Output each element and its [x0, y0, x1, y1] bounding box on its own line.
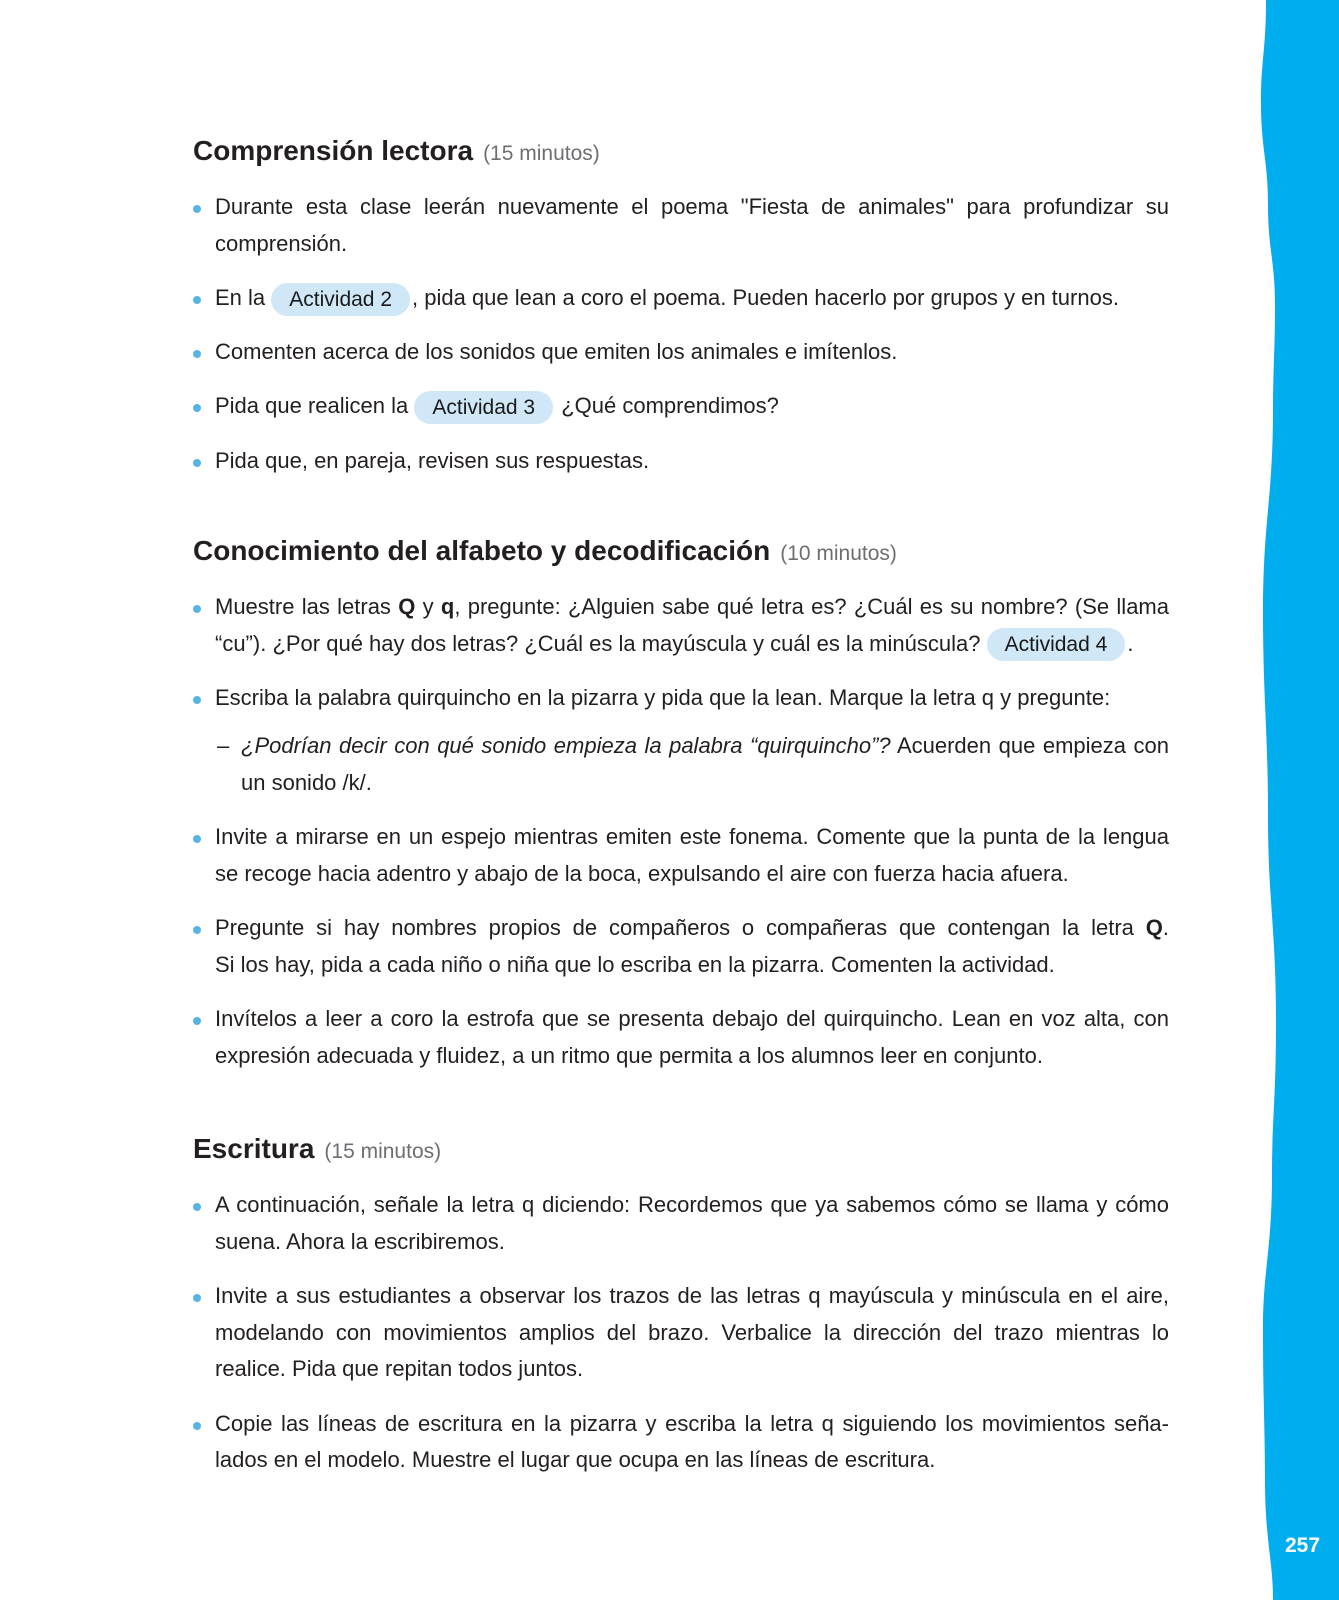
- item-text-line: modelando con movimientos amplios del brazo. Verbalice la dirección del trazo mientras lo: [215, 1319, 1169, 1345]
- item-text-line: Escriba la palabra quirquincho en la pizarra y pida que la lean. Marque la letra q y pregunte:: [215, 684, 1111, 710]
- item-text: ¿Qué comprendimos?: [561, 393, 779, 419]
- item-text-line: Pida que, en pareja, revisen sus respuestas.: [215, 447, 650, 473]
- item-text-line: Invite a mirarse en un espejo mientras emiten este fonema. Comente que la punta de la lengua: [215, 824, 1169, 850]
- item-text-line: lados en el modelo. Muestre el lugar que ocupa en las líneas de escritura.: [215, 1447, 936, 1473]
- item-text-line: Invítelos a leer a coro la estrofa que se presenta debajo del quirquincho. Lean en voz alta, con: [215, 1006, 1169, 1032]
- section-conocimiento-alfabeto: [193, 531, 1169, 1075]
- item-text: , pregunte: ¿Alguien sabe qué letra es? ¿Cuál es su nombre? (Se llama: [454, 594, 1169, 619]
- list-item: [193, 280, 1169, 317]
- bold-letter: Q: [398, 594, 416, 619]
- item-text: En la: [215, 284, 266, 310]
- list-item: [193, 334, 1169, 371]
- item-text-line: Invite a sus estudiantes a observar los trazos de las letras q mayúscula y minúscula en el aire,: [215, 1282, 1169, 1308]
- item-text-line: [215, 280, 1169, 317]
- item-text: y: [415, 594, 441, 619]
- item-text-line: [215, 589, 1169, 626]
- bullet-icon: [193, 350, 201, 358]
- bullet-icon: [193, 296, 201, 304]
- list-item: [193, 1187, 1169, 1260]
- section-heading: [193, 1129, 1169, 1169]
- list-item: [193, 1278, 1169, 1388]
- bullet-icon: [193, 459, 201, 467]
- bullet-icon: [193, 1294, 201, 1302]
- list-item: [193, 680, 1169, 802]
- bullet-icon: [193, 1422, 201, 1430]
- section-title: Conocimiento del alfabeto y decodificación: [193, 535, 771, 566]
- bullet-icon: [193, 205, 201, 213]
- item-text-line: Comenten acerca de los sonidos que emiten los animales e imítenlos.: [215, 339, 898, 365]
- item-text-line: Si los hay, pida a cada niño o niña que lo escriba en la pizarra. Comenten la actividad.: [215, 951, 1055, 977]
- list-item: [193, 1406, 1169, 1479]
- item-text-line: [241, 728, 1169, 765]
- list-item: [193, 443, 1169, 480]
- activity-badge: Actividad 4: [987, 628, 1126, 661]
- dash-marker: –: [217, 733, 230, 759]
- section-duration: (15 minutos): [483, 142, 600, 165]
- activity-badge: Actividad 2: [271, 283, 410, 316]
- section-heading: [193, 531, 1169, 571]
- item-text: “cu”). ¿Por qué hay dos letras? ¿Cuál es la mayúscula y cuál es la minúscula?: [215, 630, 981, 656]
- item-text-line: un sonido /k/.: [241, 770, 372, 796]
- bullet-icon: [193, 404, 201, 412]
- bullet-icon: [193, 605, 201, 613]
- bullet-icon: [193, 1203, 201, 1211]
- bold-letter: q: [440, 594, 455, 619]
- page-number: 257: [1284, 1534, 1321, 1557]
- item-text: .: [1162, 915, 1169, 941]
- item-text-line: A continuación, señale la letra q diciendo: Recordemos que ya sabemos cómo se llama y cómo: [215, 1192, 1169, 1217]
- list-item: [193, 910, 1169, 983]
- item-text-line: se recoge hacia adentro y abajo de la boca, expulsando el aire con fuerza hacia afuera.: [215, 861, 1069, 887]
- item-text: Acuerden que empieza con: [890, 733, 1170, 759]
- section-duration: (10 minutos): [780, 542, 897, 565]
- activity-badge: Actividad 3: [414, 391, 553, 424]
- bullet-icon: [193, 835, 201, 843]
- sub-list-item: [215, 728, 1169, 801]
- list-item: [193, 589, 1169, 662]
- item-text-line: suena. Ahora la escribiremos.: [215, 1228, 505, 1254]
- list-item: [193, 189, 1169, 262]
- section-duration: (15 minutos): [324, 1140, 442, 1163]
- item-text: Pregunte si hay nombres propios de compañeros o compañeras que contengan la letra: [215, 915, 1146, 941]
- section-title: Escritura: [193, 1133, 315, 1164]
- list-item: [193, 819, 1169, 892]
- list-item: [193, 1001, 1169, 1074]
- item-text-line: [215, 388, 1169, 425]
- item-text-line: [215, 626, 1169, 663]
- section-escritura: [193, 1129, 1169, 1479]
- bold-letter: Q: [1145, 915, 1163, 941]
- item-text-line: [215, 910, 1169, 947]
- section-title: Comprensión lectora: [193, 135, 474, 166]
- item-text-line: expresión adecuada y fluidez, a un ritmo que permita a los alumnos leer en conjunto.: [215, 1042, 1043, 1068]
- item-text: .: [1127, 630, 1134, 656]
- side-band-shape: [1261, 0, 1339, 1600]
- italic-question: ¿Podrían decir con qué sonido empieza la palabra “quirquincho”?: [241, 733, 891, 759]
- bullet-icon: [193, 1017, 201, 1025]
- item-text: Pida que realicen la: [215, 393, 409, 419]
- item-text-line: Copie las líneas de escritura en la pizarra y escriba la letra q siguiendo los movimientos seña-: [215, 1410, 1169, 1436]
- item-text-line: comprensión.: [215, 230, 348, 256]
- bullet-icon: [193, 696, 201, 704]
- list-item: [193, 388, 1169, 425]
- item-text-line: Durante esta clase leerán nuevamente el poema "Fiesta de animales" para profundizar su: [215, 194, 1169, 219]
- item-text: Muestre las letras: [215, 594, 399, 619]
- item-text-line: realice. Pida que repitan todos juntos.: [215, 1356, 584, 1382]
- item-text: , pida que lean a coro el poema. Pueden hacerlo por grupos y en turnos.: [412, 284, 1119, 310]
- bullet-icon: [193, 926, 201, 934]
- side-band: [1250, 0, 1339, 1600]
- section-comprension-lectora: [193, 131, 1169, 479]
- section-heading: [193, 131, 1169, 171]
